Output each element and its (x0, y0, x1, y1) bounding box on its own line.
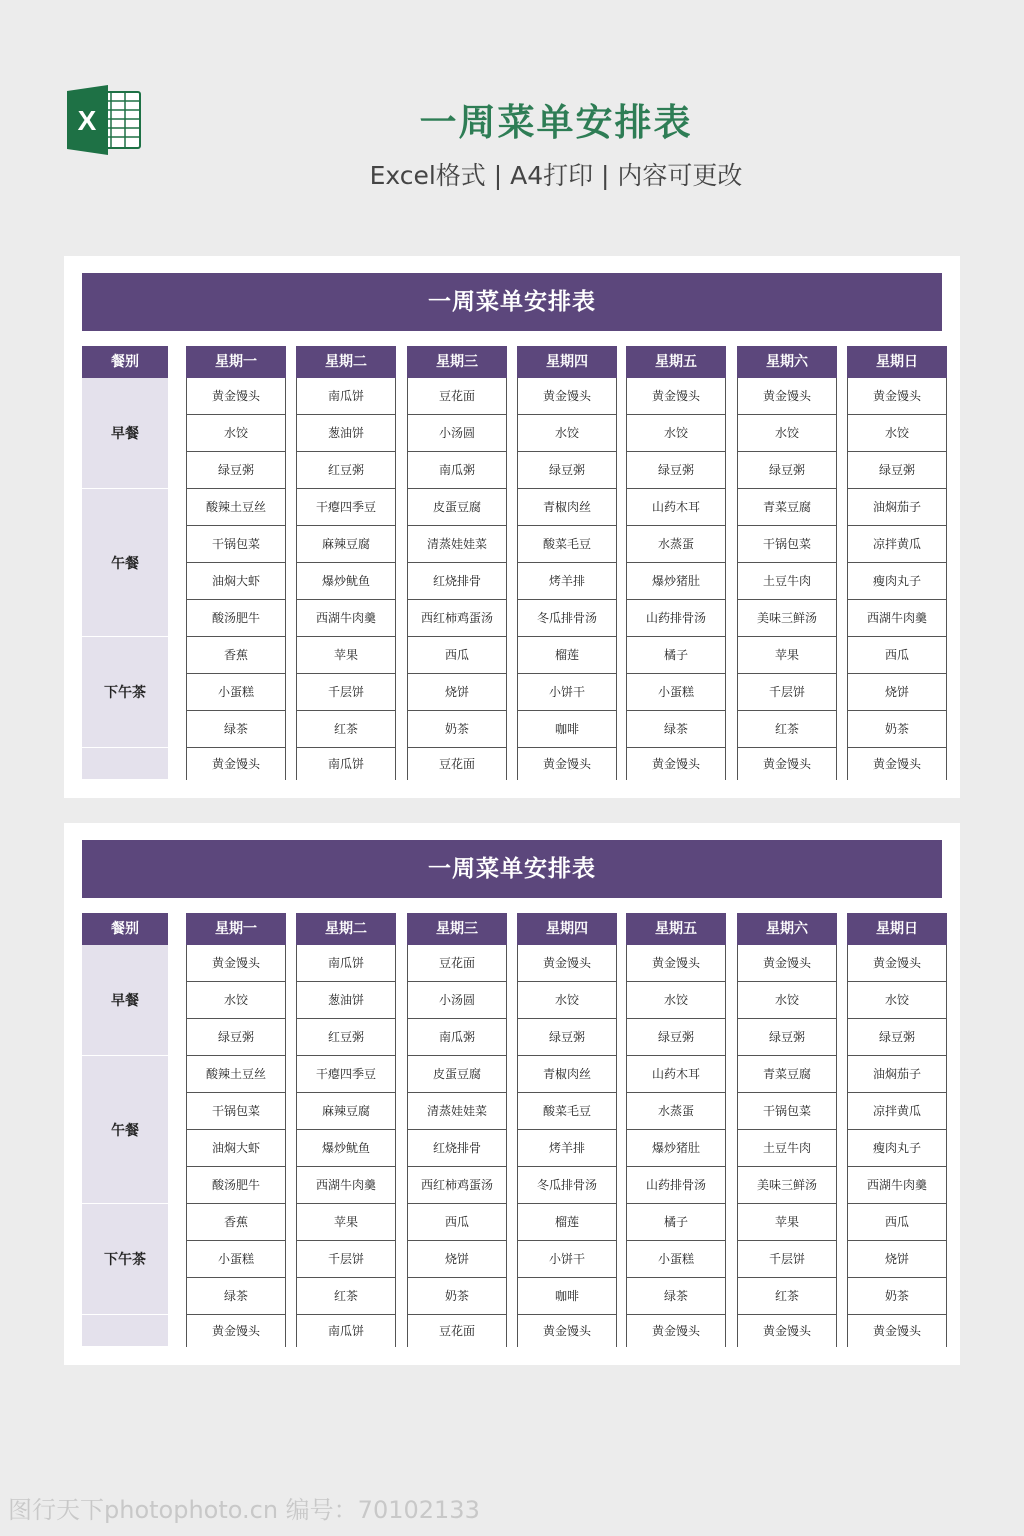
menu-cell: 油焖大虾 (186, 1130, 286, 1167)
menu-cell: 千层饼 (737, 1241, 837, 1278)
menu-cell: 水饺 (847, 415, 947, 452)
menu-cell: 水饺 (517, 982, 617, 1019)
menu-cell: 干瘪四季豆 (296, 489, 396, 526)
menu-cell: 水饺 (626, 415, 726, 452)
menu-cell: 爆炒鱿鱼 (296, 563, 396, 600)
header-cell-day: 星期二 (296, 346, 396, 378)
menu-cell: 南瓜饼 (296, 748, 396, 780)
menu-cell: 西湖牛肉羹 (296, 600, 396, 637)
menu-cell: 西红柿鸡蛋汤 (407, 600, 507, 637)
menu-cell: 豆花面 (407, 378, 507, 415)
svg-text:X: X (77, 105, 97, 136)
menu-cell: 酸汤肥牛 (186, 600, 286, 637)
header-cell-day: 星期四 (517, 346, 617, 378)
menu-cell: 西瓜 (407, 637, 507, 674)
menu-cell: 黄金馒头 (517, 945, 617, 982)
menu-cell: 绿茶 (186, 1278, 286, 1315)
menu-cell: 西瓜 (847, 1204, 947, 1241)
menu-cell: 苹果 (296, 1204, 396, 1241)
menu-cell: 红烧排骨 (407, 1130, 507, 1167)
menu-cell: 奶茶 (847, 711, 947, 748)
menu-cell: 干锅包菜 (186, 1093, 286, 1130)
header-cell-day: 星期日 (847, 346, 947, 378)
menu-cell: 千层饼 (296, 674, 396, 711)
header-cell-day: 星期三 (407, 913, 507, 945)
menu-cell: 冬瓜排骨汤 (517, 600, 617, 637)
header-cell-day: 星期五 (626, 913, 726, 945)
meal-label: 午餐 (82, 489, 168, 637)
menu-cell: 酸辣土豆丝 (186, 1056, 286, 1093)
menu-cell: 山药排骨汤 (626, 1167, 726, 1204)
menu-cell: 酸汤肥牛 (186, 1167, 286, 1204)
menu-cell: 黄金馒头 (847, 748, 947, 780)
watermark-text: 图行天下photophoto.cn 编号：70102133 (8, 1496, 480, 1524)
menu-cell: 黄金馒头 (626, 1315, 726, 1347)
menu-cell: 爆炒猪肚 (626, 563, 726, 600)
menu-cell: 水饺 (186, 415, 286, 452)
menu-cell: 水蒸蛋 (626, 526, 726, 563)
menu-cell: 麻辣豆腐 (296, 526, 396, 563)
menu-cell: 豆花面 (407, 1315, 507, 1347)
menu-cell: 黄金馒头 (737, 378, 837, 415)
header-cell-day: 星期日 (847, 913, 947, 945)
menu-cell: 水饺 (737, 982, 837, 1019)
menu-cell: 油焖大虾 (186, 563, 286, 600)
menu-cell: 土豆牛肉 (737, 563, 837, 600)
menu-cell: 黄金馒头 (737, 945, 837, 982)
menu-cell: 烧饼 (407, 674, 507, 711)
menu-cell: 绿豆粥 (626, 452, 726, 489)
menu-sheet-preview (64, 823, 960, 1365)
menu-cell: 红烧排骨 (407, 563, 507, 600)
menu-cell: 瘦肉丸子 (847, 563, 947, 600)
menu-cell: 豆花面 (407, 748, 507, 780)
menu-cell: 小汤圆 (407, 982, 507, 1019)
menu-cell: 红茶 (296, 711, 396, 748)
header-cell-day: 星期一 (186, 346, 286, 378)
menu-cell: 山药木耳 (626, 489, 726, 526)
menu-cell: 奶茶 (407, 711, 507, 748)
menu-cell: 干锅包菜 (186, 526, 286, 563)
header-cell-day: 星期六 (737, 346, 837, 378)
menu-cell: 红豆粥 (296, 1019, 396, 1056)
header-cell-day: 星期六 (737, 913, 837, 945)
menu-cell: 清蒸娃娃菜 (407, 1093, 507, 1130)
meal-label: 下午茶 (82, 1204, 168, 1315)
menu-cell: 绿豆粥 (847, 452, 947, 489)
menu-cell: 绿豆粥 (737, 452, 837, 489)
menu-cell: 橘子 (626, 1204, 726, 1241)
menu-cell: 西红柿鸡蛋汤 (407, 1167, 507, 1204)
menu-cell: 西湖牛肉羹 (847, 1167, 947, 1204)
menu-cell: 小饼干 (517, 1241, 617, 1278)
menu-cell: 土豆牛肉 (737, 1130, 837, 1167)
menu-cell: 青椒肉丝 (517, 489, 617, 526)
menu-cell: 榴莲 (517, 1204, 617, 1241)
menu-cell: 绿豆粥 (186, 1019, 286, 1056)
menu-cell: 酸辣土豆丝 (186, 489, 286, 526)
menu-cell: 咖啡 (517, 1278, 617, 1315)
menu-cell: 瘦肉丸子 (847, 1130, 947, 1167)
menu-cell: 咖啡 (517, 711, 617, 748)
menu-cell: 美味三鲜汤 (737, 1167, 837, 1204)
menu-cell: 西瓜 (847, 637, 947, 674)
menu-cell: 干瘪四季豆 (296, 1056, 396, 1093)
menu-cell: 山药排骨汤 (626, 600, 726, 637)
menu-cell: 小饼干 (517, 674, 617, 711)
menu-cell: 小蛋糕 (626, 1241, 726, 1278)
menu-cell: 小蛋糕 (186, 1241, 286, 1278)
menu-cell: 苹果 (737, 1204, 837, 1241)
menu-cell: 南瓜粥 (407, 452, 507, 489)
menu-cell: 绿豆粥 (186, 452, 286, 489)
menu-cell: 黄金馒头 (737, 1315, 837, 1347)
menu-cell: 干锅包菜 (737, 1093, 837, 1130)
menu-cell: 皮蛋豆腐 (407, 1056, 507, 1093)
menu-cell: 豆花面 (407, 945, 507, 982)
menu-cell: 水饺 (847, 982, 947, 1019)
menu-cell: 水饺 (737, 415, 837, 452)
menu-cell: 红茶 (737, 711, 837, 748)
menu-cell: 千层饼 (296, 1241, 396, 1278)
header-cell-meal: 餐别 (82, 346, 168, 378)
menu-cell: 榴莲 (517, 637, 617, 674)
menu-cell: 红茶 (296, 1278, 396, 1315)
menu-cell: 黄金馒头 (186, 748, 286, 780)
menu-cell: 南瓜粥 (407, 1019, 507, 1056)
menu-sheet-preview (64, 256, 960, 798)
menu-cell: 香蕉 (186, 1204, 286, 1241)
menu-cell: 葱油饼 (296, 982, 396, 1019)
menu-cell: 黄金馒头 (186, 378, 286, 415)
meal-label (82, 748, 168, 780)
menu-cell: 冬瓜排骨汤 (517, 1167, 617, 1204)
menu-cell: 奶茶 (407, 1278, 507, 1315)
menu-cell: 西湖牛肉羹 (296, 1167, 396, 1204)
menu-cell: 水饺 (186, 982, 286, 1019)
menu-cell: 绿茶 (626, 1278, 726, 1315)
menu-cell: 葱油饼 (296, 415, 396, 452)
meal-label (82, 1315, 168, 1347)
menu-cell: 黄金馒头 (626, 748, 726, 780)
menu-cell: 小蛋糕 (626, 674, 726, 711)
menu-cell: 南瓜饼 (296, 945, 396, 982)
menu-cell: 绿豆粥 (626, 1019, 726, 1056)
menu-cell: 千层饼 (737, 674, 837, 711)
menu-cell: 山药木耳 (626, 1056, 726, 1093)
menu-cell: 黄金馒头 (186, 1315, 286, 1347)
menu-cell: 水饺 (626, 982, 726, 1019)
menu-cell: 青椒肉丝 (517, 1056, 617, 1093)
page-title: 一周菜单安排表 (419, 101, 693, 144)
menu-cell: 凉拌黄瓜 (847, 526, 947, 563)
menu-cell: 烧饼 (847, 674, 947, 711)
menu-cell: 红茶 (737, 1278, 837, 1315)
meal-label: 午餐 (82, 1056, 168, 1204)
menu-cell: 烤羊排 (517, 1130, 617, 1167)
menu-cell: 黄金馒头 (847, 1315, 947, 1347)
menu-cell: 橘子 (626, 637, 726, 674)
meal-label: 早餐 (82, 378, 168, 489)
menu-cell: 苹果 (737, 637, 837, 674)
menu-cell: 南瓜饼 (296, 378, 396, 415)
menu-cell: 黄金馒头 (517, 378, 617, 415)
menu-cell: 西瓜 (407, 1204, 507, 1241)
header-cell-day: 星期二 (296, 913, 396, 945)
menu-cell: 清蒸娃娃菜 (407, 526, 507, 563)
menu-cell: 爆炒猪肚 (626, 1130, 726, 1167)
menu-cell: 南瓜饼 (296, 1315, 396, 1347)
menu-cell: 水蒸蛋 (626, 1093, 726, 1130)
menu-cell: 美味三鲜汤 (737, 600, 837, 637)
menu-cell: 绿豆粥 (517, 1019, 617, 1056)
menu-cell: 绿豆粥 (847, 1019, 947, 1056)
menu-cell: 黄金馒头 (626, 945, 726, 982)
menu-cell: 油焖茄子 (847, 489, 947, 526)
menu-cell: 酸菜毛豆 (517, 1093, 617, 1130)
menu-cell: 水饺 (517, 415, 617, 452)
menu-cell: 爆炒鱿鱼 (296, 1130, 396, 1167)
menu-cell: 青菜豆腐 (737, 489, 837, 526)
header-cell-day: 星期四 (517, 913, 617, 945)
meal-label: 下午茶 (82, 637, 168, 748)
menu-cell: 绿豆粥 (737, 1019, 837, 1056)
meal-label: 早餐 (82, 945, 168, 1056)
menu-cell: 小汤圆 (407, 415, 507, 452)
menu-cell: 青菜豆腐 (737, 1056, 837, 1093)
menu-cell: 小蛋糕 (186, 674, 286, 711)
menu-cell: 烧饼 (407, 1241, 507, 1278)
menu-cell: 黄金馒头 (186, 945, 286, 982)
menu-cell: 黄金馒头 (847, 945, 947, 982)
menu-cell: 凉拌黄瓜 (847, 1093, 947, 1130)
menu-cell: 西湖牛肉羹 (847, 600, 947, 637)
header-cell-day: 星期五 (626, 346, 726, 378)
menu-cell: 绿茶 (626, 711, 726, 748)
menu-cell: 绿豆粥 (517, 452, 617, 489)
header-cell-meal: 餐别 (82, 913, 168, 945)
menu-cell: 黄金馒头 (517, 748, 617, 780)
menu-cell: 黄金馒头 (626, 378, 726, 415)
menu-cell: 奶茶 (847, 1278, 947, 1315)
menu-cell: 酸菜毛豆 (517, 526, 617, 563)
menu-cell: 干锅包菜 (737, 526, 837, 563)
menu-cell: 黄金馒头 (847, 378, 947, 415)
menu-cell: 黄金馒头 (517, 1315, 617, 1347)
menu-cell: 烧饼 (847, 1241, 947, 1278)
header-cell-day: 星期三 (407, 346, 507, 378)
menu-cell: 黄金馒头 (737, 748, 837, 780)
menu-cell: 油焖茄子 (847, 1056, 947, 1093)
sheet-title-banner: 一周菜单安排表 (82, 273, 942, 331)
menu-cell: 香蕉 (186, 637, 286, 674)
sheet-title-banner: 一周菜单安排表 (82, 840, 942, 898)
header-cell-day: 星期一 (186, 913, 286, 945)
menu-cell: 皮蛋豆腐 (407, 489, 507, 526)
menu-cell: 苹果 (296, 637, 396, 674)
menu-cell: 绿茶 (186, 711, 286, 748)
page-subtitle: Excel格式 | A4打印 | 内容可更改 (369, 161, 743, 190)
menu-cell: 红豆粥 (296, 452, 396, 489)
menu-cell: 麻辣豆腐 (296, 1093, 396, 1130)
menu-cell: 烤羊排 (517, 563, 617, 600)
